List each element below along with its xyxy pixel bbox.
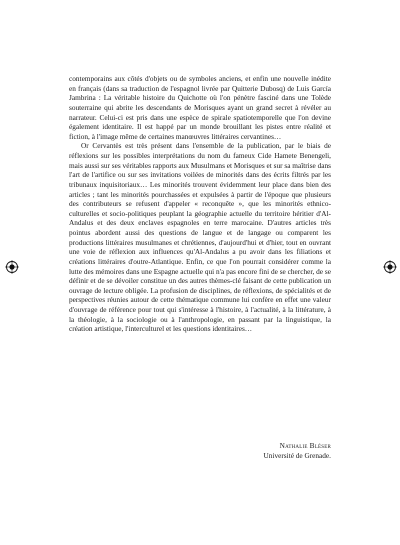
author-name: Nathalie Bléser (279, 441, 331, 450)
paragraph-2: Or Cervantès est très présent dans l'ensemble de la publication, par le biais de réflexions sur les possibles interprétations du nom du fameux Cide Hamete Benengeli, mais aussi sur ses véritables rapports aux Musulmans et Morisques et sur sa maîtrise dans l'art de l'artifice ou sur ses invitations voilées de minorités dans des écrits filtrés par les tribunaux inquisitoriaux… Les minorités trouvent évidemment leur place dans bien des articles ; tant les minorités pourchassées et expulsées à partir de l'époque que plusieurs des contributeurs se refusent d'appeler « reconquête », que les minorités ethnico-culturelles et socio-politiques peuplant la géographie actuelle du territoire héritier d'Al-Andalus et des deux enclaves espagnoles en terre marocaine. D'autres articles très pointus abordent aussi des questions de langue et de langage ou comparent les productions littéraires musulmanes et chrétiennes, d'aujourd'hui et d'hier, tout en ouvrant une voie de réflexion aux influences qu'Al-Andalus a pu avoir dans les filiations et créations littéraires d'outre-Atlantique. Enfin, ce que l'on pourrait considérer comme la lutte des mémoires dans une Espagne actuelle qui n'a pas encore fini de se chercher, de se définir et de se dévoiler constitue un des autres thèmes-clé faisant de cette publication un ouvrage de lecture obligée. La profusion de disciplines, de réflexions, de spécialités et de perspectives réunies autour de cette thématique commune lui confère en effet une valeur d'ouvrage de référence pour tout qui s'intéresse à l'histoire, à l'actualité, à la littérature, à la théologie, à la sociologie ou à l'anthropologie, en passant par la linguistique, la création artistique, l'interculturel et les questions identitaires… (69, 141, 331, 334)
registration-mark-left (5, 260, 19, 274)
paragraph-1: contemporains aux côtés d'objets ou de symboles anciens, et enfin une nouvelle inédite en français (dans sa traduction de l'espagnol livrée par Quitterie Dubosq) de Luis García Jambrina : La véritable histoire du Quichotte où l'on pénètre fasciné dans une Tolède souterraine qui abrite les descendants de Morisques ayant un grand secret à révéler au narrateur. Celui-ci est pris dans une espèce de spirale spatiotemporelle que l'on devine également identitaire. Il est happé par un monde brouillant les pistes entre réalité et fiction, à l'image même de certaines manœuvres littéraires cervantines… (69, 74, 331, 141)
author-affiliation: Université de Grenade. (263, 451, 331, 460)
registration-mark-right (383, 260, 397, 274)
body-text (69, 74, 331, 334)
